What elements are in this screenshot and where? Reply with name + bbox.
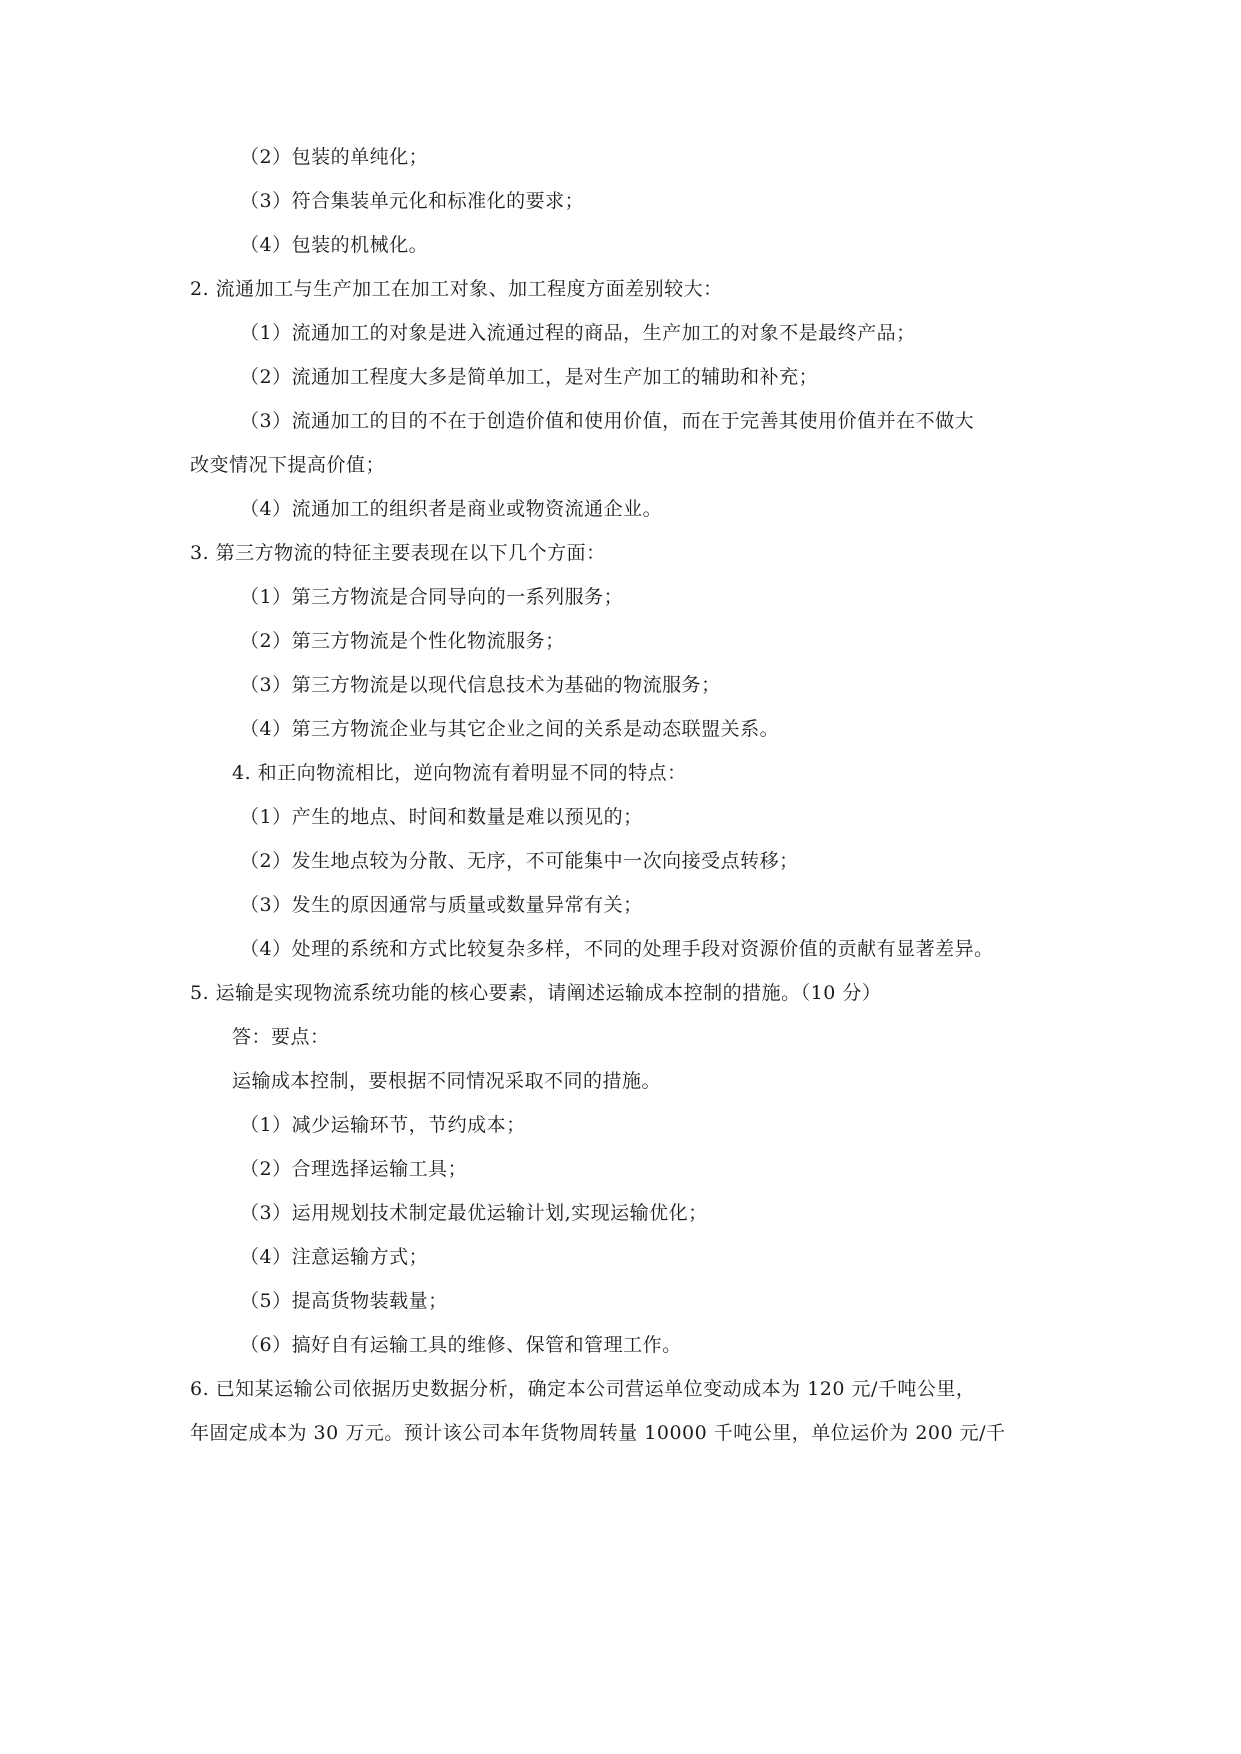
- text-line: （3）第三方物流是以现代信息技术为基础的物流服务；: [240, 674, 721, 696]
- text-line: （3）运用规划技术制定最优运输计划,实现运输优化；: [240, 1202, 708, 1224]
- text-line: （1）减少运输环节，节约成本；: [240, 1114, 526, 1136]
- text-line: 答：要点：: [232, 1026, 330, 1048]
- text-line: 5. 运输是实现物流系统功能的核心要素，请阐述运输成本控制的措施。（10 分）: [190, 982, 882, 1004]
- text-line: 6. 已知某运输公司依据历史数据分析，确定本公司营运单位变动成本为 120 元/千吨公里，: [190, 1378, 976, 1400]
- text-line: （5）提高货物装载量；: [240, 1290, 448, 1312]
- text-line: 2. 流通加工与生产加工在加工对象、加工程度方面差别较大：: [190, 278, 723, 300]
- text-line: 3. 第三方物流的特征主要表现在以下几个方面：: [190, 542, 606, 564]
- text-line: （6）搞好自有运输工具的维修、保管和管理工作。: [240, 1334, 682, 1356]
- text-line: （3）流通加工的目的不在于创造价值和使用价值，而在于完善其使用价值并在不做大: [240, 410, 975, 432]
- text-line: 4. 和正向物流相比，逆向物流有着明显不同的特点：: [232, 762, 687, 784]
- text-line: 年固定成本为 30 万元。预计该公司本年货物周转量 10000 千吨公里，单位运价为 200 元/千: [190, 1422, 1006, 1444]
- text-line: （1）流通加工的对象是进入流通过程的商品，生产加工的对象不是最终产品；: [240, 322, 916, 344]
- text-line: （4）流通加工的组织者是商业或物资流通企业。: [240, 498, 663, 520]
- text-line: 改变情况下提高价值；: [190, 454, 386, 476]
- text-line: （2）第三方物流是个性化物流服务；: [240, 630, 565, 652]
- text-line: （1）第三方物流是合同导向的一系列服务；: [240, 586, 624, 608]
- text-line: （4）包装的机械化。: [240, 234, 429, 256]
- text-line: （1）产生的地点、时间和数量是难以预见的；: [240, 806, 643, 828]
- text-line: （4）第三方物流企业与其它企业之间的关系是动态联盟关系。: [240, 718, 780, 740]
- text-line: （2）包装的单纯化；: [240, 146, 429, 168]
- text-line: 运输成本控制，要根据不同情况采取不同的措施。: [232, 1070, 662, 1092]
- text-line: （3）发生的原因通常与质量或数量异常有关；: [240, 894, 643, 916]
- text-line: （2）发生地点较为分散、无序，不可能集中一次向接受点转移；: [240, 850, 799, 872]
- text-line: （4）注意运输方式；: [240, 1246, 429, 1268]
- text-line: （2）合理选择运输工具；: [240, 1158, 468, 1180]
- text-line: （3）符合集装单元化和标准化的要求；: [240, 190, 585, 212]
- text-line: （4）处理的系统和方式比较复杂多样，不同的处理手段对资源价值的贡献有显著差异。: [240, 938, 994, 960]
- text-line: （2）流通加工程度大多是简单加工，是对生产加工的辅助和补充；: [240, 366, 819, 388]
